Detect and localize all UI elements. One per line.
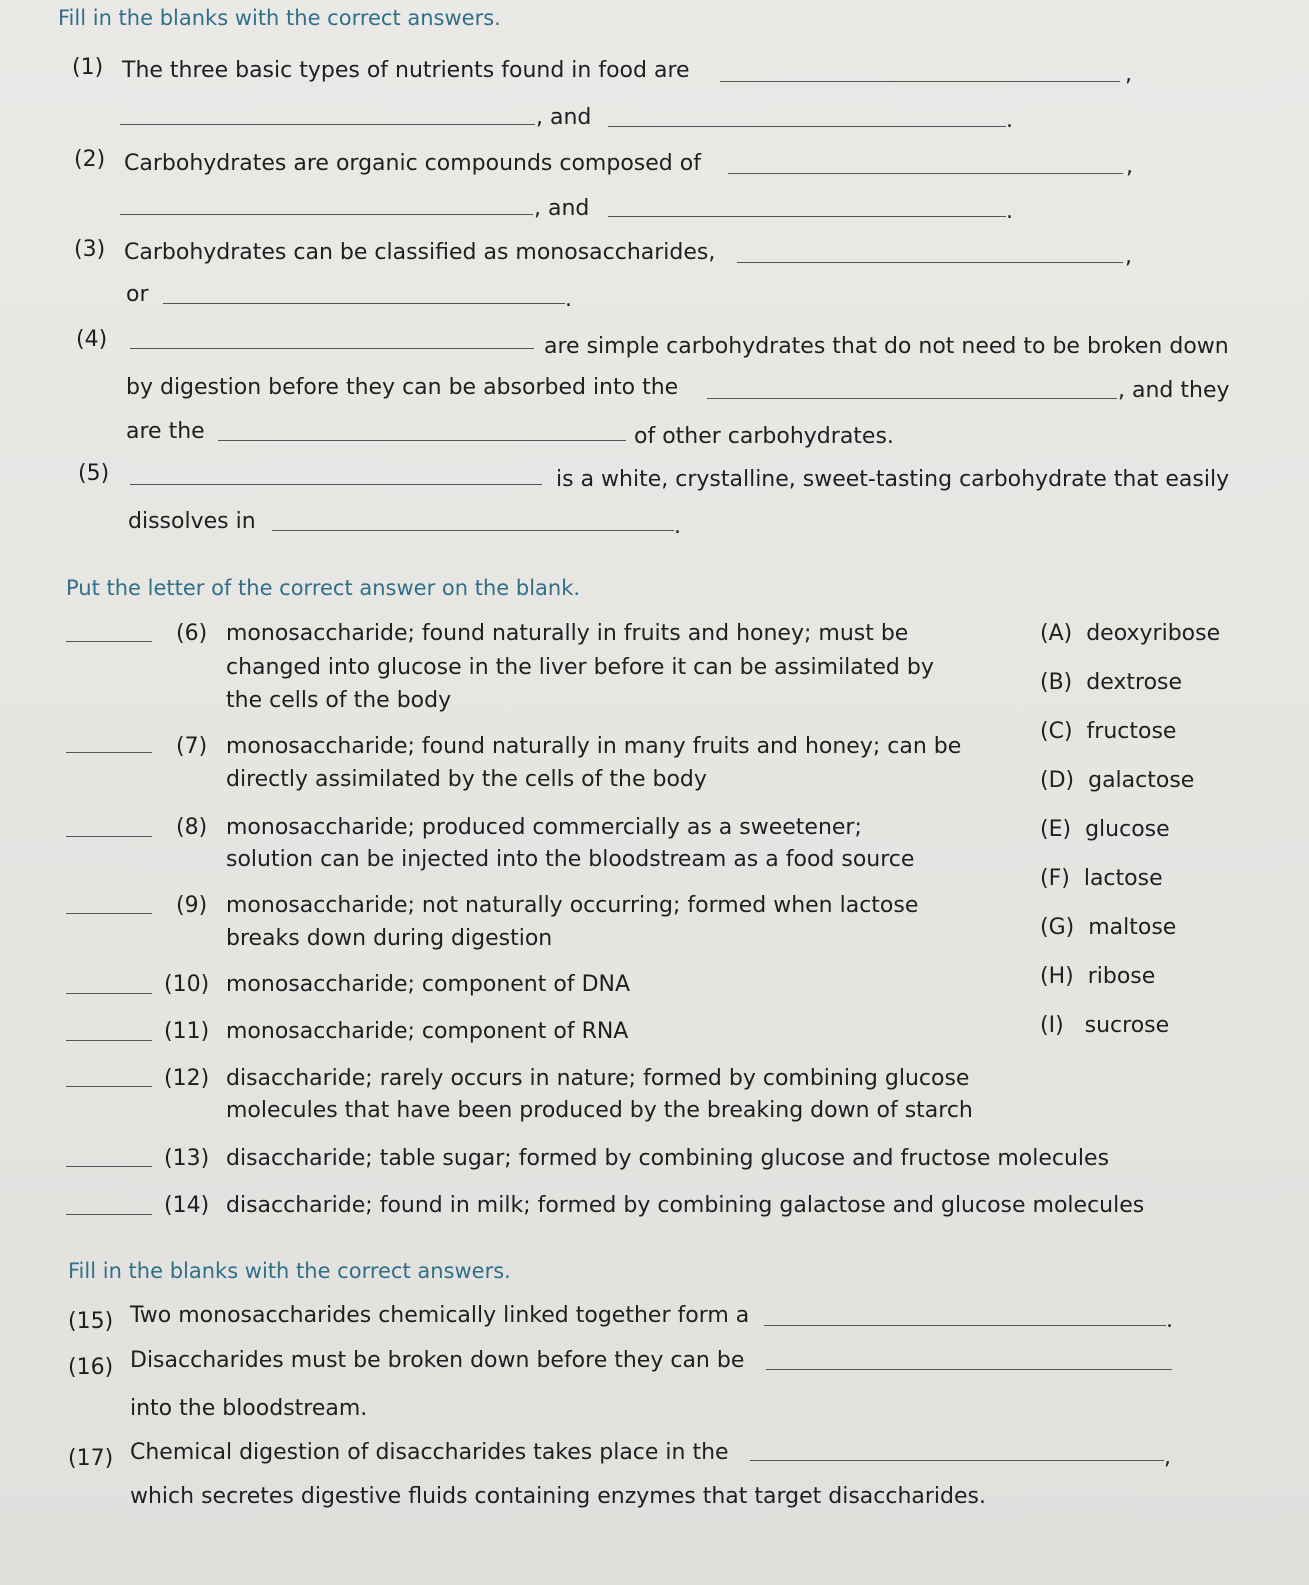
option-c-word: fructose bbox=[1086, 719, 1177, 744]
q2-blank-3[interactable] bbox=[608, 216, 1006, 217]
q4-line2b: , and they bbox=[1118, 378, 1230, 403]
q1-blank-2[interactable] bbox=[120, 124, 535, 125]
option-d-word: galactose bbox=[1088, 768, 1195, 793]
q15-number: (15) bbox=[68, 1309, 114, 1334]
q12-line1: disaccharide; rarely occurs in nature; formed by combining glucose bbox=[226, 1066, 970, 1091]
q13-blank[interactable] bbox=[66, 1166, 152, 1167]
q7-number: (7) bbox=[176, 734, 208, 759]
q16-number: (16) bbox=[68, 1355, 114, 1380]
option-g bbox=[1040, 915, 1176, 940]
q7-blank[interactable] bbox=[66, 752, 152, 753]
option-a-letter: (A) bbox=[1040, 621, 1073, 646]
q8-line2: solution can be injected into the bloodstream as a food source bbox=[226, 847, 915, 872]
q6-line1: monosaccharide; found naturally in fruits and honey; must be bbox=[226, 621, 909, 646]
option-f-word: lactose bbox=[1083, 866, 1163, 891]
option-e-letter: (E) bbox=[1040, 817, 1072, 842]
q12-line2: molecules that have been produced by the breaking down of starch bbox=[226, 1098, 973, 1123]
option-b-word: dextrose bbox=[1086, 670, 1183, 695]
q3-blank-2[interactable] bbox=[163, 303, 565, 304]
q12-number: (12) bbox=[164, 1066, 210, 1091]
q15-period: . bbox=[1166, 1308, 1173, 1333]
q4-line3a: are the bbox=[126, 419, 205, 444]
q14-line1: disaccharide; found in milk; formed by combining galactose and glucose molecules bbox=[226, 1193, 1145, 1218]
q2-number: (2) bbox=[74, 147, 106, 172]
q17-text: Chemical digestion of disaccharides takes place in the bbox=[130, 1440, 729, 1465]
q4-blank-1[interactable] bbox=[130, 348, 534, 349]
q3-blank-1[interactable] bbox=[737, 262, 1123, 263]
q10-blank[interactable] bbox=[66, 993, 152, 994]
option-h-letter: (H) bbox=[1040, 964, 1074, 989]
option-h bbox=[1040, 964, 1155, 989]
q1-period: . bbox=[1006, 108, 1013, 133]
option-i bbox=[1040, 1013, 1169, 1038]
q3-period: . bbox=[565, 287, 572, 312]
q15-blank[interactable] bbox=[764, 1325, 1166, 1326]
q6-number: (6) bbox=[176, 621, 208, 646]
q14-number: (14) bbox=[164, 1193, 210, 1218]
option-e-word: glucose bbox=[1085, 817, 1170, 842]
q8-blank[interactable] bbox=[66, 836, 152, 837]
q17-line2: which secretes digestive fluids containing enzymes that target disaccharides. bbox=[130, 1484, 986, 1509]
option-e bbox=[1040, 817, 1170, 842]
q6-line2: changed into glucose in the liver before it can be assimilated by bbox=[226, 655, 934, 680]
q5-number: (5) bbox=[78, 461, 110, 486]
q7-line2: directly assimilated by the cells of the body bbox=[226, 767, 707, 792]
q2-blank-1[interactable] bbox=[728, 173, 1123, 174]
q6-blank[interactable] bbox=[66, 641, 152, 642]
option-g-letter: (G) bbox=[1040, 915, 1075, 940]
q11-line1: monosaccharide; component of RNA bbox=[226, 1019, 629, 1044]
option-f bbox=[1040, 866, 1163, 891]
q3-number: (3) bbox=[74, 237, 106, 262]
q9-blank[interactable] bbox=[66, 913, 152, 914]
option-d bbox=[1040, 768, 1194, 793]
q4-line3b: of other carbohydrates. bbox=[634, 424, 894, 449]
q15-text: Two monosaccharides chemically linked together form a bbox=[130, 1303, 750, 1328]
q1-number: (1) bbox=[72, 55, 104, 80]
q13-number: (13) bbox=[164, 1146, 210, 1171]
section2-heading: Put the letter of the correct answer on the blank. bbox=[66, 576, 581, 600]
q8-number: (8) bbox=[176, 815, 208, 840]
q3-comma: , bbox=[1125, 244, 1132, 269]
q16-blank[interactable] bbox=[766, 1369, 1172, 1370]
q2-period: . bbox=[1006, 199, 1013, 224]
q5-blank-2[interactable] bbox=[272, 530, 674, 531]
q4-blank-3[interactable] bbox=[218, 440, 626, 441]
q13-line1: disaccharide; table sugar; formed by combining glucose and fructose molecules bbox=[226, 1146, 1110, 1171]
option-i-word: sucrose bbox=[1084, 1013, 1170, 1038]
q17-blank[interactable] bbox=[750, 1460, 1164, 1461]
q2-blank-2[interactable] bbox=[120, 214, 533, 215]
q9-number: (9) bbox=[176, 893, 208, 918]
option-f-letter: (F) bbox=[1040, 866, 1070, 891]
option-d-letter: (D) bbox=[1040, 768, 1075, 793]
q4-blank-2[interactable] bbox=[707, 398, 1117, 399]
q17-number: (17) bbox=[68, 1446, 114, 1471]
q1-blank-1[interactable] bbox=[720, 81, 1120, 82]
q11-blank[interactable] bbox=[66, 1040, 152, 1041]
q10-line1: monosaccharide; component of DNA bbox=[226, 972, 631, 997]
q7-line1: monosaccharide; found naturally in many fruits and honey; can be bbox=[226, 734, 962, 759]
q3-text: Carbohydrates can be classified as monosaccharides, bbox=[124, 240, 716, 265]
section3-heading: Fill in the blanks with the correct answers. bbox=[68, 1259, 511, 1283]
section1-heading: Fill in the blanks with the correct answers. bbox=[58, 6, 501, 30]
q2-and: , and bbox=[534, 196, 590, 221]
option-b bbox=[1040, 670, 1182, 695]
q4-line2a: by digestion before they can be absorbed into the bbox=[126, 375, 679, 400]
q10-number: (10) bbox=[164, 972, 210, 997]
option-b-letter: (B) bbox=[1040, 670, 1073, 695]
q8-line1: monosaccharide; produced commercially as a sweetener; bbox=[226, 815, 862, 840]
q4-number: (4) bbox=[76, 327, 108, 352]
q11-number: (11) bbox=[164, 1019, 210, 1044]
option-g-word: maltose bbox=[1088, 915, 1177, 940]
option-i-letter: (I) bbox=[1040, 1013, 1064, 1038]
q1-comma: , bbox=[1125, 62, 1132, 87]
option-c bbox=[1040, 719, 1176, 744]
option-h-word: ribose bbox=[1087, 964, 1156, 989]
q3-or: or bbox=[126, 282, 149, 307]
q12-blank[interactable] bbox=[66, 1086, 152, 1087]
q5-blank-1[interactable] bbox=[130, 484, 542, 485]
q9-line2: breaks down during digestion bbox=[226, 926, 553, 951]
q1-and: , and bbox=[536, 105, 592, 130]
q16-line2: into the bloodstream. bbox=[130, 1396, 368, 1421]
q17-comma: , bbox=[1164, 1445, 1171, 1470]
q2-comma: , bbox=[1126, 154, 1133, 179]
q14-blank[interactable] bbox=[66, 1214, 152, 1215]
q4-line1: are simple carbohydrates that do not need to be broken down bbox=[544, 334, 1229, 359]
q5-line2: dissolves in bbox=[128, 509, 256, 534]
option-a bbox=[1040, 621, 1220, 646]
q1-text: The three basic types of nutrients found in food are bbox=[122, 58, 690, 83]
q6-line3: the cells of the body bbox=[226, 688, 452, 713]
q16-text: Disaccharides must be broken down before they can be bbox=[130, 1348, 745, 1373]
q5-line1: is a white, crystalline, sweet-tasting carbohydrate that easily bbox=[556, 467, 1230, 492]
q2-text: Carbohydrates are organic compounds composed of bbox=[124, 151, 701, 176]
q5-period: . bbox=[674, 514, 681, 539]
option-a-word: deoxyribose bbox=[1086, 621, 1221, 646]
option-c-letter: (C) bbox=[1040, 719, 1073, 744]
q9-line1: monosaccharide; not naturally occurring; formed when lactose bbox=[226, 893, 919, 918]
q1-blank-3[interactable] bbox=[608, 126, 1006, 127]
